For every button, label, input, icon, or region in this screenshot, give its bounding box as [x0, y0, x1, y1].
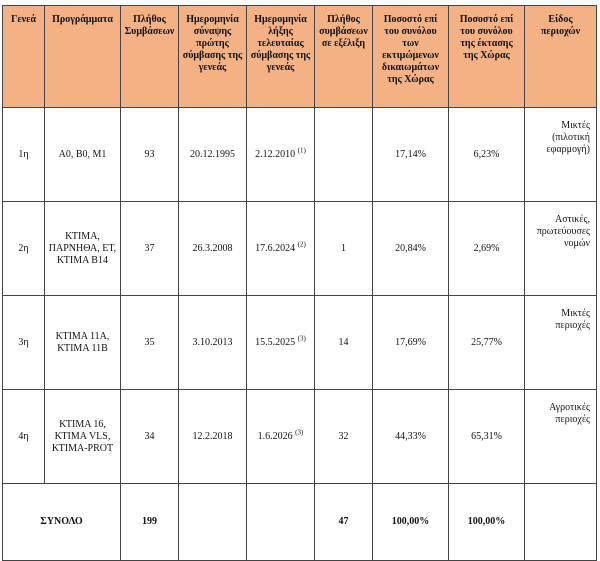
total-empty-area-type: [525, 484, 597, 561]
document: [2, 5, 596, 561]
header-pct-area: Ποσοστό επί του συνόλου της έκτασης της Χώρας: [449, 6, 525, 108]
total-label: ΣΥΝΟΛΟ: [3, 484, 121, 561]
total-row: [3, 484, 597, 561]
cell-pct-area: 25,77%: [449, 296, 525, 390]
header-row: [3, 6, 597, 108]
header-last-date: Ημερομηνία λήξης τελευταίας σύμβασης της γενεάς: [247, 6, 315, 108]
cell-programs: ΚΤΙΜΑ 16, ΚΤΙΜΑ VLS, ΚΤΙΜΑ-PROT: [45, 390, 121, 484]
cell-contracts: 34: [121, 390, 179, 484]
last-date-value: 2.12.2010: [255, 148, 296, 160]
cell-last-date: [247, 202, 315, 296]
cell-generation: 4η: [3, 390, 45, 484]
cell-generation: 1η: [3, 108, 45, 202]
cell-area-type: Αστικές, πρωτεύουσες νομών: [525, 202, 597, 296]
cell-area-type: Μικτές περιοχές: [525, 296, 597, 390]
cell-programs: ΚΤΙΜΑ, ΠΑΡΝΗΘΑ, ΕΤ, ΚΤΙΜΑ Β14: [45, 202, 121, 296]
cell-last-date: [247, 296, 315, 390]
footnote-marker: (3): [297, 334, 306, 343]
cell-area-type: Αγροτικές περιοχές: [525, 390, 597, 484]
header-area-type: Είδος περιοχών: [525, 6, 597, 108]
header-in-progress: Πλήθος συμβάσεων σε εξέλιξη: [315, 6, 373, 108]
table-row: [3, 108, 597, 202]
total-empty-last-date: [247, 484, 315, 561]
total-in-progress: 47: [315, 484, 373, 561]
cell-generation: 2η: [3, 202, 45, 296]
cell-in-progress: 1: [315, 202, 373, 296]
cell-generation: 3η: [3, 296, 45, 390]
cell-pct-area: 65,31%: [449, 390, 525, 484]
header-generation: Γενεά: [3, 6, 45, 108]
cell-contracts: 37: [121, 202, 179, 296]
cell-first-date: 12.2.2018: [179, 390, 247, 484]
cell-pct-rights: 17,69%: [373, 296, 449, 390]
total-pct-rights: 100,00%: [373, 484, 449, 561]
last-date-value: 15.5.2025: [255, 336, 296, 348]
table-row: [3, 202, 597, 296]
total-contracts: 199: [121, 484, 179, 561]
cell-programs: Α0, Β0, Μ1: [45, 108, 121, 202]
cell-in-progress: 32: [315, 390, 373, 484]
cell-last-date: [247, 108, 315, 202]
header-contracts: Πλήθος Συμβάσεων: [121, 6, 179, 108]
cell-programs: ΚΤΙΜΑ 11Α, ΚΤΙΜΑ 11Β: [45, 296, 121, 390]
total-pct-area: 100,00%: [449, 484, 525, 561]
cell-in-progress: 14: [315, 296, 373, 390]
footnote-marker: (2): [297, 240, 306, 249]
cell-contracts: 93: [121, 108, 179, 202]
header-programs: Προγράμματα: [45, 6, 121, 108]
footnote-marker: (1): [297, 146, 306, 155]
last-date-value: 1.6.2026: [257, 430, 293, 442]
cell-area-type: Μικτές (πιλοτική εφαρμογή): [525, 108, 597, 202]
cell-last-date: [247, 390, 315, 484]
table-row: [3, 296, 597, 390]
cell-contracts: 35: [121, 296, 179, 390]
cell-pct-rights: 20,84%: [373, 202, 449, 296]
cell-in-progress: [315, 108, 373, 202]
last-date-value: 17.6.2024: [255, 242, 296, 254]
cell-first-date: 3.10.2013: [179, 296, 247, 390]
contracts-table: [2, 5, 597, 561]
cell-first-date: 26.3.2008: [179, 202, 247, 296]
cell-pct-rights: 17,14%: [373, 108, 449, 202]
footnote-marker: (3): [295, 428, 304, 437]
header-first-date: Ημερομηνία σύναψης πρώτης σύμβασης της γενεάς: [179, 6, 247, 108]
header-pct-rights: Ποσοστό επί του συνόλου των εκτιμώμενων δικαιωμάτων της Χώρας: [373, 6, 449, 108]
cell-pct-rights: 44,33%: [373, 390, 449, 484]
total-empty-first-date: [179, 484, 247, 561]
cell-first-date: 20.12.1995: [179, 108, 247, 202]
cell-pct-area: 6,23%: [449, 108, 525, 202]
table-row: [3, 390, 597, 484]
cell-pct-area: 2,69%: [449, 202, 525, 296]
